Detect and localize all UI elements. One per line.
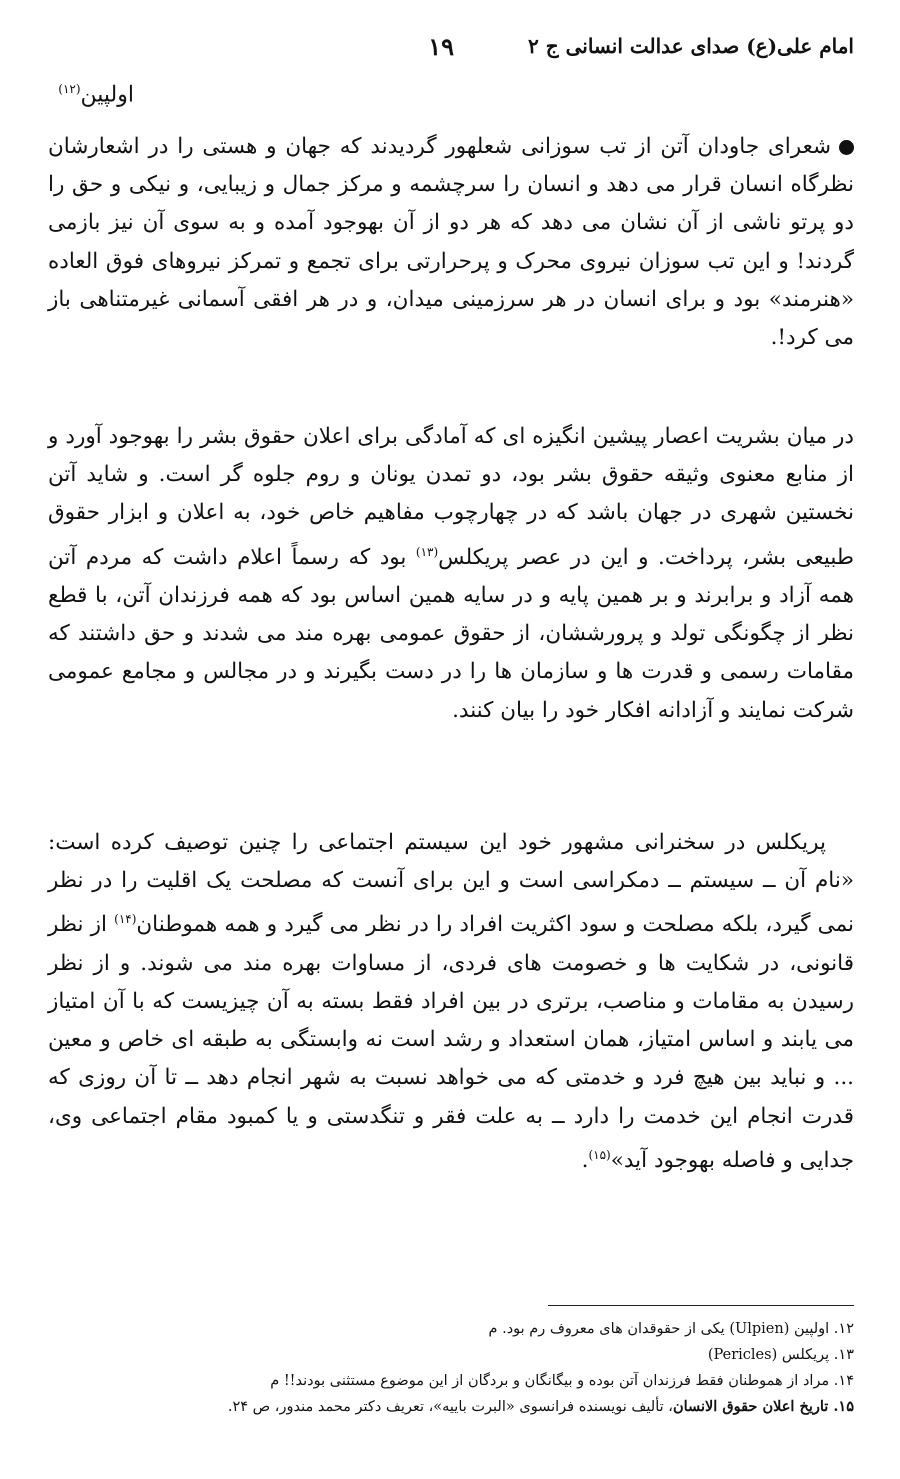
paragraph-3	[48, 824, 854, 1180]
page-header	[46, 34, 854, 64]
paragraph-3-text-b: از نظر قانونی، در شکایت ها و خصومت های فردی، از مساوات بهره مند می شوند. و از نظر رسیدن به مقامات و مناصب، برتری در بین افراد فقط بسته به آن چیزیست که با آن امتیاز می یابند و اساس امتیاز، همان استعداد و رشد است نه وابستگی به طبقه ای خاص و معین ... و نباید بین هیچ فرد و خدمتی که می خواهد نسبت به شهر انجام دهد ــ تا آن روزی که قدرت انجام این خدمت را دارد ــ به علت فقر و تنگدستی و یا کمبود مقام اجتماعی وی، جدایی و فاصله بهوجود آید»	[48, 912, 854, 1173]
footnote-12: ۱۲. اولپین (Ulpien) یکی از حقوقدان های معروف رم بود. م	[488, 1321, 854, 1337]
footnotes	[48, 1316, 854, 1420]
paragraph-3-text-a: پریکلس در سخنرانی مشهور خود این سیستم اجتماعی را چنین توصیف کرده است: «نام آن ــ سیستم ــ دمکراسی است و این برای آنست که مصلحت یک اقلیت را در نظر نمی گیرد، بلکه مصلحت و سود اکثریت افراد را در نظر می گیرد و همه هموطنان	[48, 830, 854, 938]
paragraph-3-text-c: .	[581, 1147, 589, 1173]
bullet-icon	[839, 140, 854, 155]
footnote-14: ۱۴. مراد از هموطنان فقط فرزندان آتن بوده و بیگانگان و بردگان از این موضوع مستثنی بودند!! م	[270, 1373, 854, 1389]
footnote-15	[48, 1394, 854, 1420]
paragraph-1-text: شعرای جاودان آتن از تب سوزانی شعلهور گردیدند که جهان و هستی را در اشعارشان نظرگاه انسان قرار می دهد و انسان را سرچشمه و مرکز جمال و زیبایی، و نیکی و حق را دو پرتو ناشی از آن نشان می دهد که هر دو از آن بهوجود آمده و به سوی آن نیز بازمی گردند! و این تب سوزان نیروی محرک و پرحرارتی برای تجمع و تمرکز نیروهای فوق العاده «هنرمند» بود و برای انسان در هر سرزمینی میدان، و در هر افقی آسمانی غیرمتناهی باز می کرد!.	[48, 134, 854, 351]
footnote-ref-15: (۱۵)	[588, 1147, 611, 1162]
paragraph-2	[48, 418, 854, 730]
paragraph-1	[48, 128, 854, 357]
running-title: امام علی(ع) صدای عدالت انسانی ج ۲	[528, 34, 854, 58]
paragraph-2-text-a: در میان بشریت اعصار پیشین انگیزه ای که آمادگی برای اعلان حقوق بشر را بهوجود آورد و از منابع معنوی وثیقه حقوق بشر بود، دو تمدن یونان و روم جلوه گر است. و شاید آتن نخستین شهری در جهان باشد که در چهارچوب مفاهیم خاص خود، به اعلان و ابزار حقوق طبیعی بشر، پرداخت. و این در عصر پریکلس	[48, 424, 854, 570]
section-heading	[58, 82, 134, 107]
footnote-13: ۱۳. پریکلس (Pericles)	[707, 1347, 854, 1363]
footnote-ref-12: (۱۲)	[58, 82, 81, 96]
footnote-15-book-title: ۱۵. تاریخ اعلان حقوق الانسان	[672, 1398, 854, 1415]
footnote-divider	[548, 1305, 854, 1306]
section-heading-text: اولپین	[80, 82, 134, 108]
paragraph-2-text-b: بود که رسماً اعلام داشت که مردم آتن همه آزاد و برابرند و بر همین پایه و در سایه همین اساس بود که همه فرزندان آتن، با قطع نظر از چگونگی تولد و پرورششان، از حقوق عمومی بهره مند می شدند و حق داشتند که مقامات رسمی و قدرت ها و سازمان ها را در دست بگیرند و در مجالس و مجامع عمومی شرکت نمایند و آزادانه افکار خود را بیان کنند.	[48, 544, 854, 723]
footnote-ref-13: (۱۳)	[415, 544, 439, 559]
footnote-ref-14: (۱۴)	[114, 912, 137, 927]
footnote-15-details: ، تألیف نویسنده فرانسوی «البرت باییه»، تعریف دکتر محمد مندور، ص ۲۴.	[227, 1399, 673, 1415]
page-number: ۱۹	[428, 32, 454, 61]
